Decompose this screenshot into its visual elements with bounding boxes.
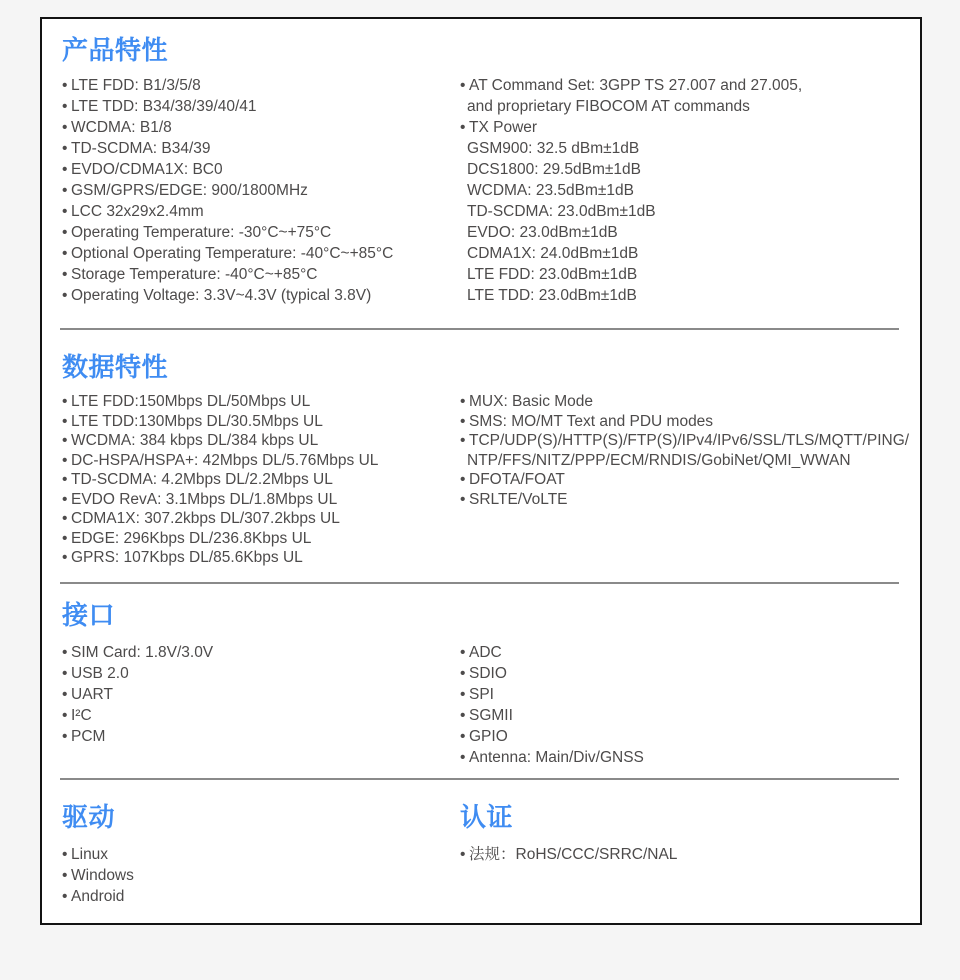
bullet-dot-icon: • — [62, 664, 68, 682]
bullet-dot-icon: • — [460, 727, 466, 745]
spec-line: LTE FDD: 23.0dBm±1dB — [467, 266, 638, 283]
spec-line: • LTE FDD:150Mbps DL/50Mbps UL — [62, 393, 311, 410]
spec-line: • SRLTE/VoLTE — [460, 490, 568, 508]
section-heading-drivers-certification-2: 认证 — [460, 801, 514, 832]
spec-line: CDMA1X: 24.0dBm±1dB — [467, 245, 639, 262]
bullet-dot-icon: • — [62, 119, 68, 136]
spec-line: EVDO: 23.0dBm±1dB — [467, 224, 618, 241]
bullet-dot-icon: • — [62, 887, 68, 905]
drivers-certification-columns — [62, 780, 899, 907]
interfaces-column-1 — [62, 642, 460, 747]
bullet-dot-icon: • — [62, 727, 68, 745]
spec-line: • LTE TDD:130Mbps DL/30.5Mbps UL — [62, 412, 323, 430]
spec-line: • Storage Temperature: -40°C~+85°C — [62, 266, 318, 283]
section-heading-data-features: 数据特性 — [62, 352, 169, 382]
spec-line: • LTE TDD: B34/38/39/40/41 — [62, 98, 257, 115]
product-features-column-2 — [460, 75, 899, 306]
spec-line: • UART — [62, 685, 113, 703]
section-heading-interfaces: 接口 — [62, 599, 116, 630]
spec-line: DCS1800: 29.5dBm±1dB — [467, 161, 641, 178]
bullet-dot-icon: • — [62, 224, 68, 241]
spec-line: • DC-HSPA/HSPA+: 42Mbps DL/5.76Mbps UL — [62, 451, 379, 469]
bullet-dot-icon: • — [460, 706, 466, 724]
sections-container — [42, 35, 920, 907]
spec-line: TD-SCDMA: 23.0dBm±1dB — [467, 203, 656, 220]
product-features-columns — [62, 75, 899, 306]
spec-line: • AT Command Set: 3GPP TS 27.007 and 27.005, — [460, 77, 803, 94]
spec-line: • EVDO RevA: 3.1Mbps DL/1.8Mbps UL — [62, 490, 338, 508]
spec-line: • Operating Voltage: 3.3V~4.3V (typical 3.8V) — [62, 287, 372, 304]
section-drivers-certification — [62, 780, 899, 907]
interfaces-column-2 — [460, 642, 899, 768]
section-interfaces — [62, 600, 899, 768]
bullet-dot-icon: • — [62, 393, 68, 410]
bullet-dot-icon: • — [62, 161, 68, 178]
spec-line: • SGMII — [460, 706, 513, 724]
bullet-dot-icon: • — [460, 685, 466, 703]
bullet-dot-icon: • — [62, 287, 68, 304]
bullet-dot-icon: • — [460, 471, 466, 488]
spec-line: • DFOTA/FOAT — [460, 471, 565, 488]
spec-line: • Android — [62, 887, 125, 905]
bullet-dot-icon: • — [460, 643, 466, 661]
bullet-dot-icon: • — [460, 412, 466, 430]
spec-line: • Operating Temperature: -30°C~+75°C — [62, 224, 332, 241]
spec-sheet-card — [40, 17, 922, 925]
spec-line: • SMS: MO/MT Text and PDU modes — [460, 412, 714, 430]
section-heading-drivers-certification-1: 驱动 — [62, 801, 116, 832]
bullet-dot-icon: • — [460, 77, 466, 94]
bullet-dot-icon: • — [62, 412, 68, 430]
section-data-features — [62, 352, 910, 568]
bullet-dot-icon: • — [62, 706, 68, 724]
spec-line: • TD-SCDMA: 4.2Mbps DL/2.2Mbps UL — [62, 471, 333, 488]
bullet-dot-icon: • — [460, 845, 466, 863]
bullet-dot-icon: • — [62, 510, 68, 527]
spec-line: WCDMA: 23.5dBm±1dB — [467, 182, 635, 199]
spec-line: • LCC 32x29x2.4mm — [62, 203, 204, 220]
section-divider — [60, 328, 899, 330]
bullet-dot-icon: • — [460, 393, 466, 410]
drivers-certification-column-2 — [460, 780, 899, 865]
bullet-dot-icon: • — [62, 140, 68, 157]
bullet-dot-icon: • — [62, 432, 68, 449]
section-product-features — [62, 35, 899, 306]
spec-line: NTP/FFS/NITZ/PPP/ECM/RNDIS/GobiNet/QMI_WWAN — [467, 451, 851, 469]
spec-line: • GSM/GPRS/EDGE: 900/1800MHz — [62, 182, 308, 199]
bullet-dot-icon: • — [62, 845, 68, 863]
bullet-dot-icon: • — [460, 490, 466, 508]
bullet-dot-icon: • — [62, 245, 68, 262]
spec-line: • WCDMA: 384 kbps DL/384 kbps UL — [62, 432, 319, 449]
bullet-dot-icon: • — [460, 432, 466, 449]
spec-line: • SIM Card: 1.8V/3.0V — [62, 643, 214, 661]
bullet-dot-icon: • — [62, 685, 68, 703]
bullet-dot-icon: • — [62, 77, 68, 94]
bullet-dot-icon: • — [62, 866, 68, 884]
bullet-dot-icon: • — [62, 451, 68, 469]
spec-line: • Antenna: Main/Div/GNSS — [460, 748, 644, 766]
product-features-column-1 — [62, 75, 460, 306]
bullet-dot-icon: • — [460, 119, 466, 136]
spec-line: • EVDO/CDMA1X: BC0 — [62, 161, 223, 178]
spec-line: • Linux — [62, 845, 109, 863]
spec-line: • USB 2.0 — [62, 664, 129, 682]
interfaces-columns — [62, 642, 899, 768]
spec-line: • TD-SCDMA: B34/39 — [62, 140, 211, 157]
spec-line: • CDMA1X: 307.2kbps DL/307.2kbps UL — [62, 510, 340, 527]
bullet-dot-icon: • — [62, 529, 68, 547]
bullet-dot-icon: • — [62, 203, 68, 220]
drivers-certification-column-1 — [62, 780, 460, 907]
spec-line: • TCP/UDP(S)/HTTP(S)/FTP(S)/IPv4/IPv6/SSL/TLS/MQTT/PING/ — [460, 432, 910, 449]
bullet-dot-icon: • — [62, 98, 68, 115]
data-features-column-1 — [62, 392, 460, 568]
bullet-dot-icon: • — [62, 490, 68, 508]
section-divider — [60, 582, 899, 584]
bullet-dot-icon: • — [62, 643, 68, 661]
bullet-dot-icon: • — [62, 266, 68, 283]
bullet-dot-icon: • — [62, 549, 68, 566]
spec-line: • MUX: Basic Mode — [460, 393, 594, 410]
page — [0, 17, 960, 980]
spec-line: • EDGE: 296Kbps DL/236.8Kbps UL — [62, 529, 312, 547]
spec-line: • ADC — [460, 643, 502, 661]
bullet-dot-icon: • — [460, 664, 466, 682]
spec-line: • SPI — [460, 685, 494, 703]
spec-line: • Optional Operating Temperature: -40°C~+85°C — [62, 245, 394, 262]
spec-line: LTE TDD: 23.0dBm±1dB — [467, 287, 637, 304]
spec-line: • I²C — [62, 706, 92, 724]
spec-line: and proprietary FIBOCOM AT commands — [467, 98, 750, 115]
spec-line: • 法规：RoHS/CCC/SRRC/NAL — [460, 845, 678, 863]
data-features-columns — [62, 392, 910, 568]
spec-line: • LTE FDD: B1/3/5/8 — [62, 77, 201, 94]
spec-line: • GPIO — [460, 727, 508, 745]
spec-line: • GPRS: 107Kbps DL/85.6Kbps UL — [62, 549, 303, 566]
spec-line: • SDIO — [460, 664, 507, 682]
bullet-dot-icon: • — [460, 748, 466, 766]
spec-line: • Windows — [62, 866, 134, 884]
spec-line: GSM900: 32.5 dBm±1dB — [467, 140, 640, 157]
bullet-dot-icon: • — [62, 182, 68, 199]
spec-line: • WCDMA: B1/8 — [62, 119, 172, 136]
section-heading-product-features: 产品特性 — [62, 35, 169, 65]
bullet-dot-icon: • — [62, 471, 68, 488]
spec-line: • PCM — [62, 727, 106, 745]
spec-line: • TX Power — [460, 119, 538, 136]
data-features-column-2 — [460, 392, 910, 509]
